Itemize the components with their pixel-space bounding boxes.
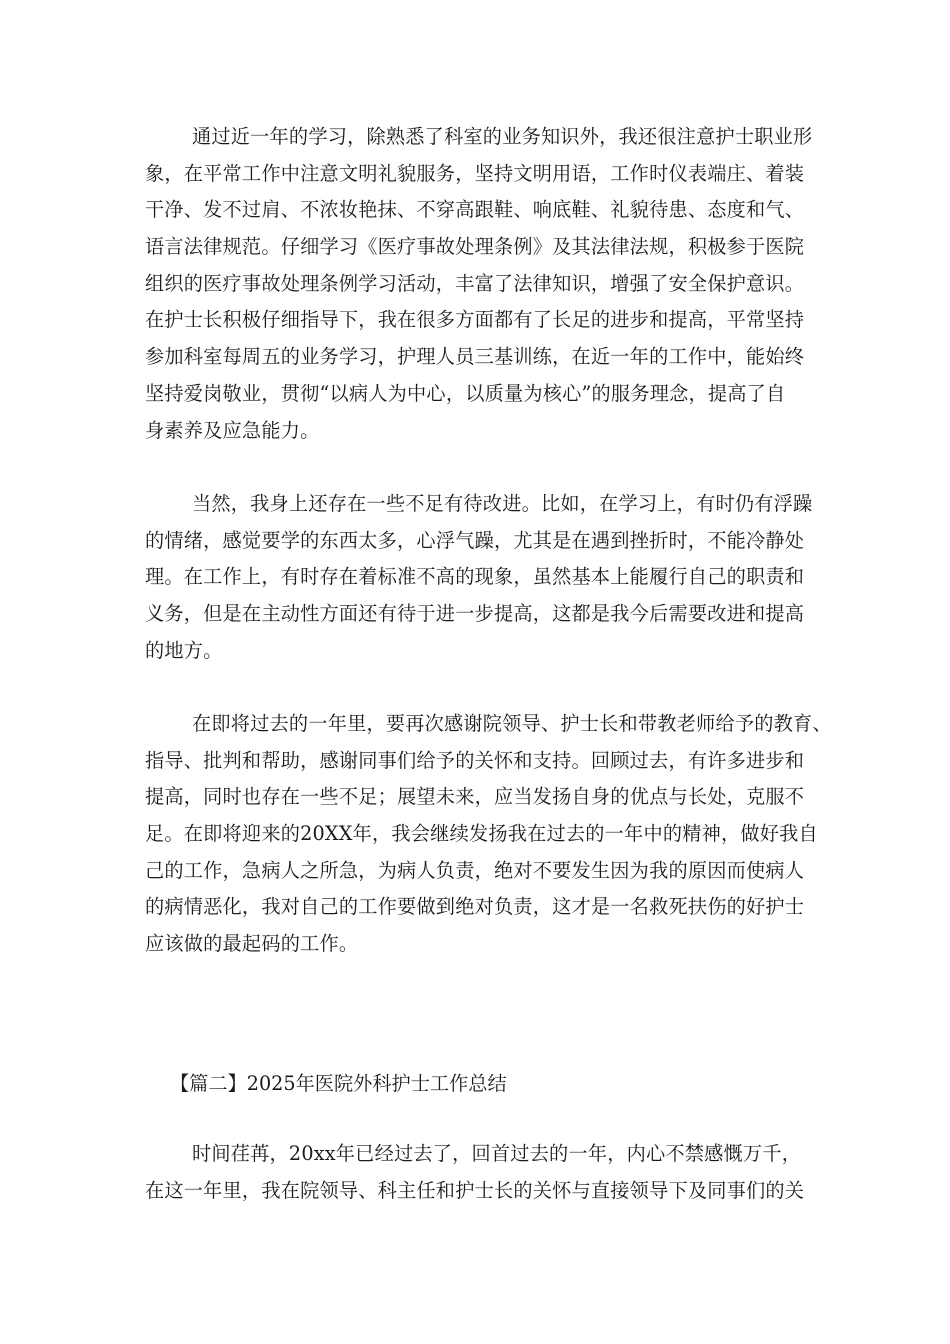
text-line: 的病情恶化，我对自己的工作要做到绝对负责，这才是一名救死扶伤的好护士	[145, 895, 805, 919]
section-heading: 【篇二】2025年医院外科护士工作总结	[170, 1072, 507, 1095]
text-line: 组织的医疗事故处理条例学习活动，丰富了法律知识，增强了安全保护意识。	[145, 271, 805, 295]
text-line: 当然，我身上还存在一些不足有待改进。比如，在学习上，有时仍有浮躁	[192, 492, 813, 515]
paragraph-2	[145, 486, 825, 669]
text-line: 在即将过去的一年里，要再次感谢院领导、护士长和带教老师给予的教育、	[192, 712, 832, 735]
text-line: 时间荏苒，20xx年已经过去了，回首过去的一年，内心不禁感慨万千，	[192, 1142, 802, 1165]
text-line: 象，在平常工作中注意文明礼貌服务，坚持文明用语，工作时仪表端庄、着装	[145, 161, 805, 185]
text-line: 指导、批判和帮助，感谢同事们给予的关怀和支持。回顾过去，有许多进步和	[145, 748, 805, 772]
text-line: 足。在即将迎来的20XX年，我会继续发扬我在过去的一年中的精神，做好我自	[145, 822, 818, 846]
text-line: 干净、发不过肩、不浓妆艳抹、不穿高跟鞋、响底鞋、礼貌待患、态度和气、	[145, 198, 805, 222]
text-line: 的地方。	[145, 638, 223, 662]
paragraph-3	[145, 706, 832, 963]
text-line: 提高，同时也存在一些不足；展望未来，应当发扬自身的优点与长处，克服不	[145, 785, 805, 809]
paragraph-1	[145, 119, 825, 449]
paragraph-4	[145, 1136, 825, 1209]
text-line: 在护士长积极仔细指导下，我在很多方面都有了长足的进步和提高，平常坚持	[145, 308, 805, 332]
text-line: 身素养及应急能力。	[145, 418, 320, 442]
text-line: 义务，但是在主动性方面还有待于进一步提高，这都是我今后需要改进和提高	[145, 602, 805, 626]
text-line: 语言法律规范。仔细学习《医疗事故处理条例》及其法律法规，积极参于医院	[145, 235, 805, 259]
text-line: 坚持爱岗敬业，贯彻“以病人为中心，以质量为核心”的服务理念，提高了自	[145, 381, 786, 405]
text-line: 的情绪，感觉要学的东西太多，心浮气躁，尤其是在遇到挫折时，不能冷静处	[145, 528, 805, 552]
text-line: 理。在工作上，有时存在着标准不高的现象，虽然基本上能履行自己的职责和	[145, 565, 805, 589]
text-line: 应该做的最起码的工作。	[145, 932, 359, 956]
text-line: 己的工作，急病人之所急，为病人负责，绝对不要发生因为我的原因而使病人	[145, 858, 805, 882]
text-line: 在这一年里，我在院领导、科主任和护士长的关怀与直接领导下及同事们的关	[145, 1178, 805, 1202]
text-line: 通过近一年的学习，除熟悉了科室的业务知识外，我还很注意护士职业形	[192, 125, 813, 148]
text-line: 参加科室每周五的业务学习，护理人员三基训练，在近一年的工作中，能始终	[145, 345, 805, 369]
